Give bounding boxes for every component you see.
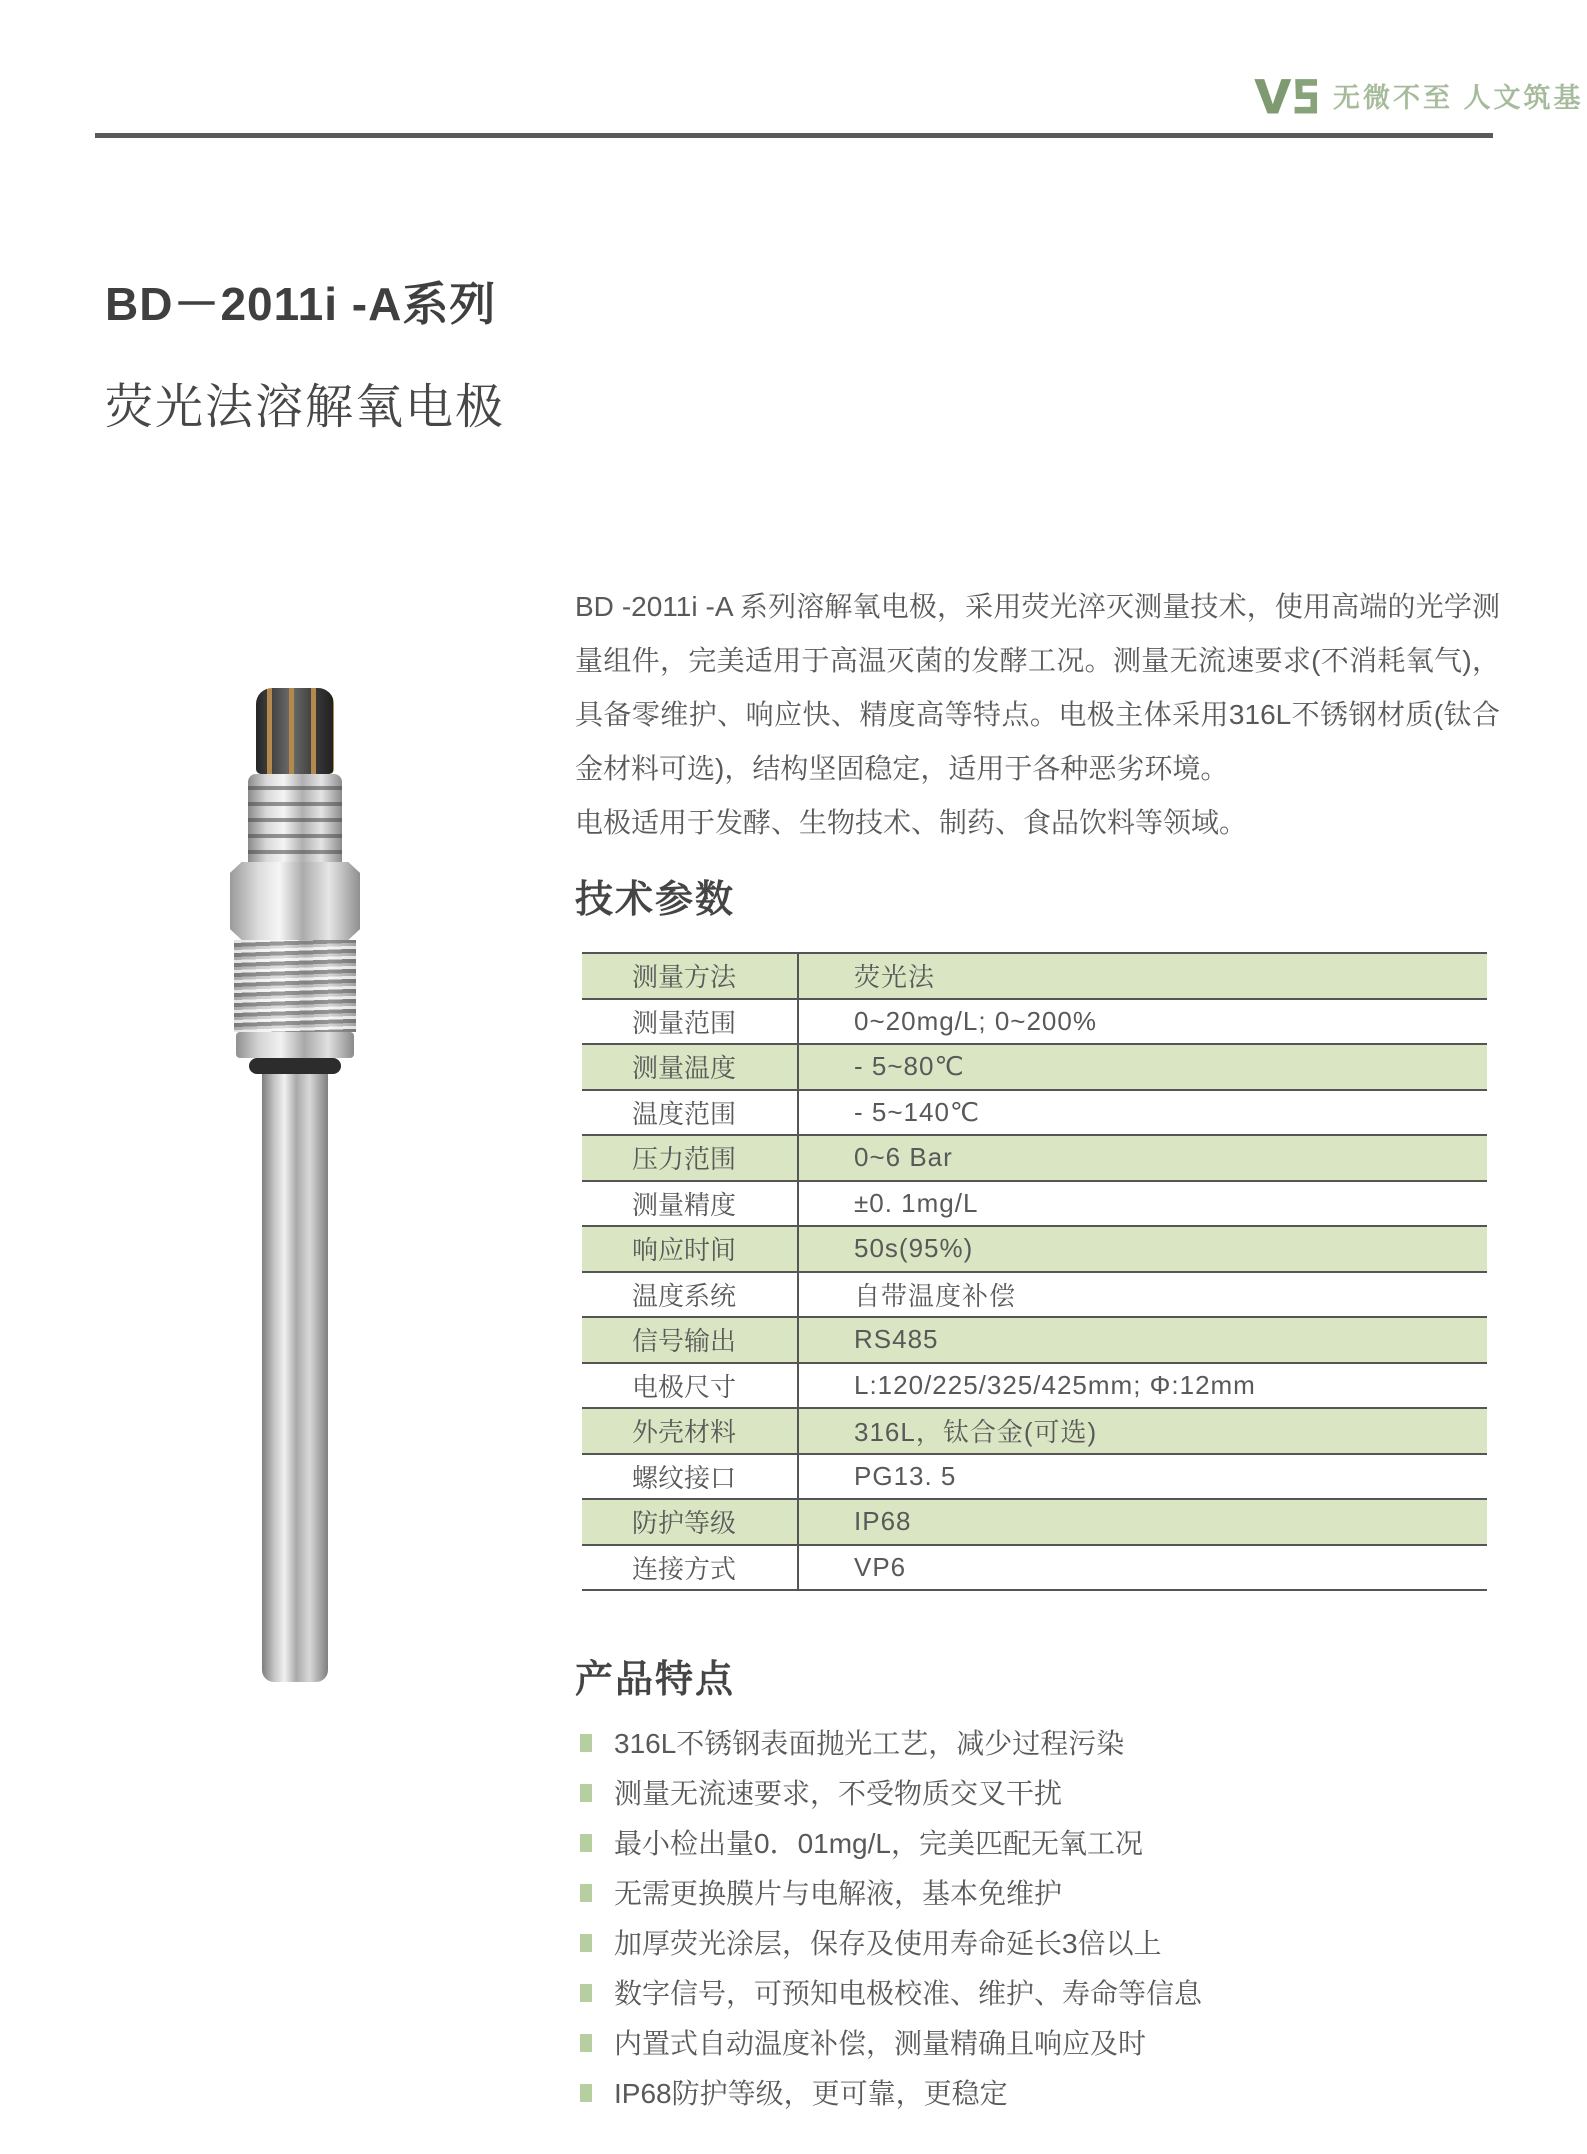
table-row — [582, 1363, 1487, 1409]
probe-hex-nut — [230, 862, 360, 940]
table-row — [582, 1135, 1487, 1181]
spec-label: 螺纹接口 — [582, 1454, 798, 1500]
spec-label: 测量温度 — [582, 1044, 798, 1090]
table-row — [582, 1454, 1487, 1500]
table-row — [582, 1317, 1487, 1363]
spec-value: 荧光法 — [798, 953, 1487, 999]
spec-value: - 5~80℃ — [798, 1044, 1487, 1090]
spec-value: L:120/225/325/425mm; Φ:12mm — [798, 1363, 1487, 1409]
bullet-square-icon — [580, 1884, 592, 1902]
spec-value: 50s(95%) — [798, 1226, 1487, 1272]
probe-o-ring — [249, 1058, 341, 1074]
feature-text: IP68防护等级，更可靠，更稳定 — [614, 2078, 1008, 2109]
feature-text: 数字信号，可预知电极校准、维护、寿命等信息 — [614, 1978, 1203, 2009]
spec-label: 信号输出 — [582, 1317, 798, 1363]
spec-label: 温度范围 — [582, 1090, 798, 1136]
product-image — [228, 688, 362, 1682]
spec-value: 316L，钛合金(可选) — [798, 1408, 1487, 1454]
feature-text: 加厚荧光涂层，保存及使用寿命延长3倍以上 — [614, 1928, 1162, 1959]
list-item — [580, 1876, 1520, 1926]
features-section-heading: 产品特点 — [575, 1659, 736, 1701]
spec-label: 连接方式 — [582, 1545, 798, 1591]
spec-value: - 5~140℃ — [798, 1090, 1487, 1136]
spec-label: 测量方法 — [582, 953, 798, 999]
probe-thread-section — [234, 940, 356, 1032]
table-row — [582, 1090, 1487, 1136]
vs-logo-icon — [1253, 68, 1319, 122]
table-row — [582, 1545, 1487, 1591]
probe-collar — [236, 1032, 354, 1058]
description-paragraph-2: 电极适用于发酵、生物技术、制药、食品饮料等领域。 — [575, 807, 1248, 838]
list-item — [580, 1926, 1520, 1976]
list-item — [580, 1826, 1520, 1876]
list-item — [580, 1976, 1520, 2026]
spec-value: 0~20mg/L; 0~200% — [798, 999, 1487, 1045]
product-description — [575, 580, 1500, 850]
bullet-square-icon — [580, 2084, 592, 2102]
table-row — [582, 999, 1487, 1045]
feature-text: 内置式自动温度补偿，测量精确且响应及时 — [614, 2028, 1147, 2059]
bullet-square-icon — [580, 1934, 592, 1952]
specs-section-heading: 技术参数 — [575, 879, 736, 921]
description-paragraph-1: BD -2011i -A 系列溶解氧电极，采用荧光淬灭测量技术，使用高端的光学测量组件，完美适用于高温灭菌的发酵工况。测量无流速要求(不消耗氧气)，具备零维护、响应快、精度高等特点。电极主体采用316L不锈钢材质(钛合金材料可选)，结构坚固稳定，适用于各种恶劣环境。 — [575, 591, 1500, 784]
spec-label: 外壳材料 — [582, 1408, 798, 1454]
spec-label: 测量精度 — [582, 1181, 798, 1227]
spec-value: VP6 — [798, 1545, 1487, 1591]
probe-grooved-neck — [248, 774, 342, 862]
spec-label: 防护等级 — [582, 1499, 798, 1545]
feature-list — [580, 1726, 1520, 2126]
table-row — [582, 1499, 1487, 1545]
bullet-square-icon — [580, 1984, 592, 2002]
table-row — [582, 1226, 1487, 1272]
list-item — [580, 1776, 1520, 1826]
probe-steel-shaft — [262, 1074, 328, 1682]
feature-text: 测量无流速要求，不受物质交叉干扰 — [614, 1778, 1063, 1809]
spec-value: IP68 — [798, 1499, 1487, 1545]
spec-label: 压力范围 — [582, 1135, 798, 1181]
feature-text: 316L不锈钢表面抛光工艺，减少过程污染 — [614, 1728, 1125, 1759]
spec-value: RS485 — [798, 1317, 1487, 1363]
brand-slogan: 无微不至 人文筑基 — [1333, 82, 1584, 113]
table-row — [582, 1181, 1487, 1227]
spec-label: 温度系统 — [582, 1272, 798, 1318]
bullet-square-icon — [580, 1784, 592, 1802]
bullet-square-icon — [580, 1734, 592, 1752]
bullet-square-icon — [580, 2034, 592, 2052]
feature-text: 最小检出量0．01mg/L，完美匹配无氧工况 — [614, 1828, 1143, 1859]
spec-label: 电极尺寸 — [582, 1363, 798, 1409]
spec-value: 自带温度补偿 — [798, 1272, 1487, 1318]
table-row — [582, 953, 1487, 999]
table-row — [582, 1408, 1487, 1454]
bullet-square-icon — [580, 1834, 592, 1852]
spec-table — [582, 952, 1487, 1591]
header-divider — [95, 133, 1493, 138]
spec-value: ±0. 1mg/L — [798, 1181, 1487, 1227]
table-row — [582, 1272, 1487, 1318]
brand-logo — [1253, 68, 1584, 122]
table-row — [582, 1044, 1487, 1090]
spec-value: PG13. 5 — [798, 1454, 1487, 1500]
page-title: BD－2011i -A系列 — [105, 278, 497, 330]
spec-label: 响应时间 — [582, 1226, 798, 1272]
list-item — [580, 1726, 1520, 1776]
feature-text: 无需更换膜片与电解液，基本免维护 — [614, 1878, 1063, 1909]
list-item — [580, 2076, 1520, 2126]
page-subtitle: 荧光法溶解氧电极 — [105, 381, 506, 434]
probe-connector-cap — [256, 688, 334, 774]
spec-label: 测量范围 — [582, 999, 798, 1045]
spec-value: 0~6 Bar — [798, 1135, 1487, 1181]
title-block — [105, 268, 505, 437]
list-item — [580, 2026, 1520, 2076]
